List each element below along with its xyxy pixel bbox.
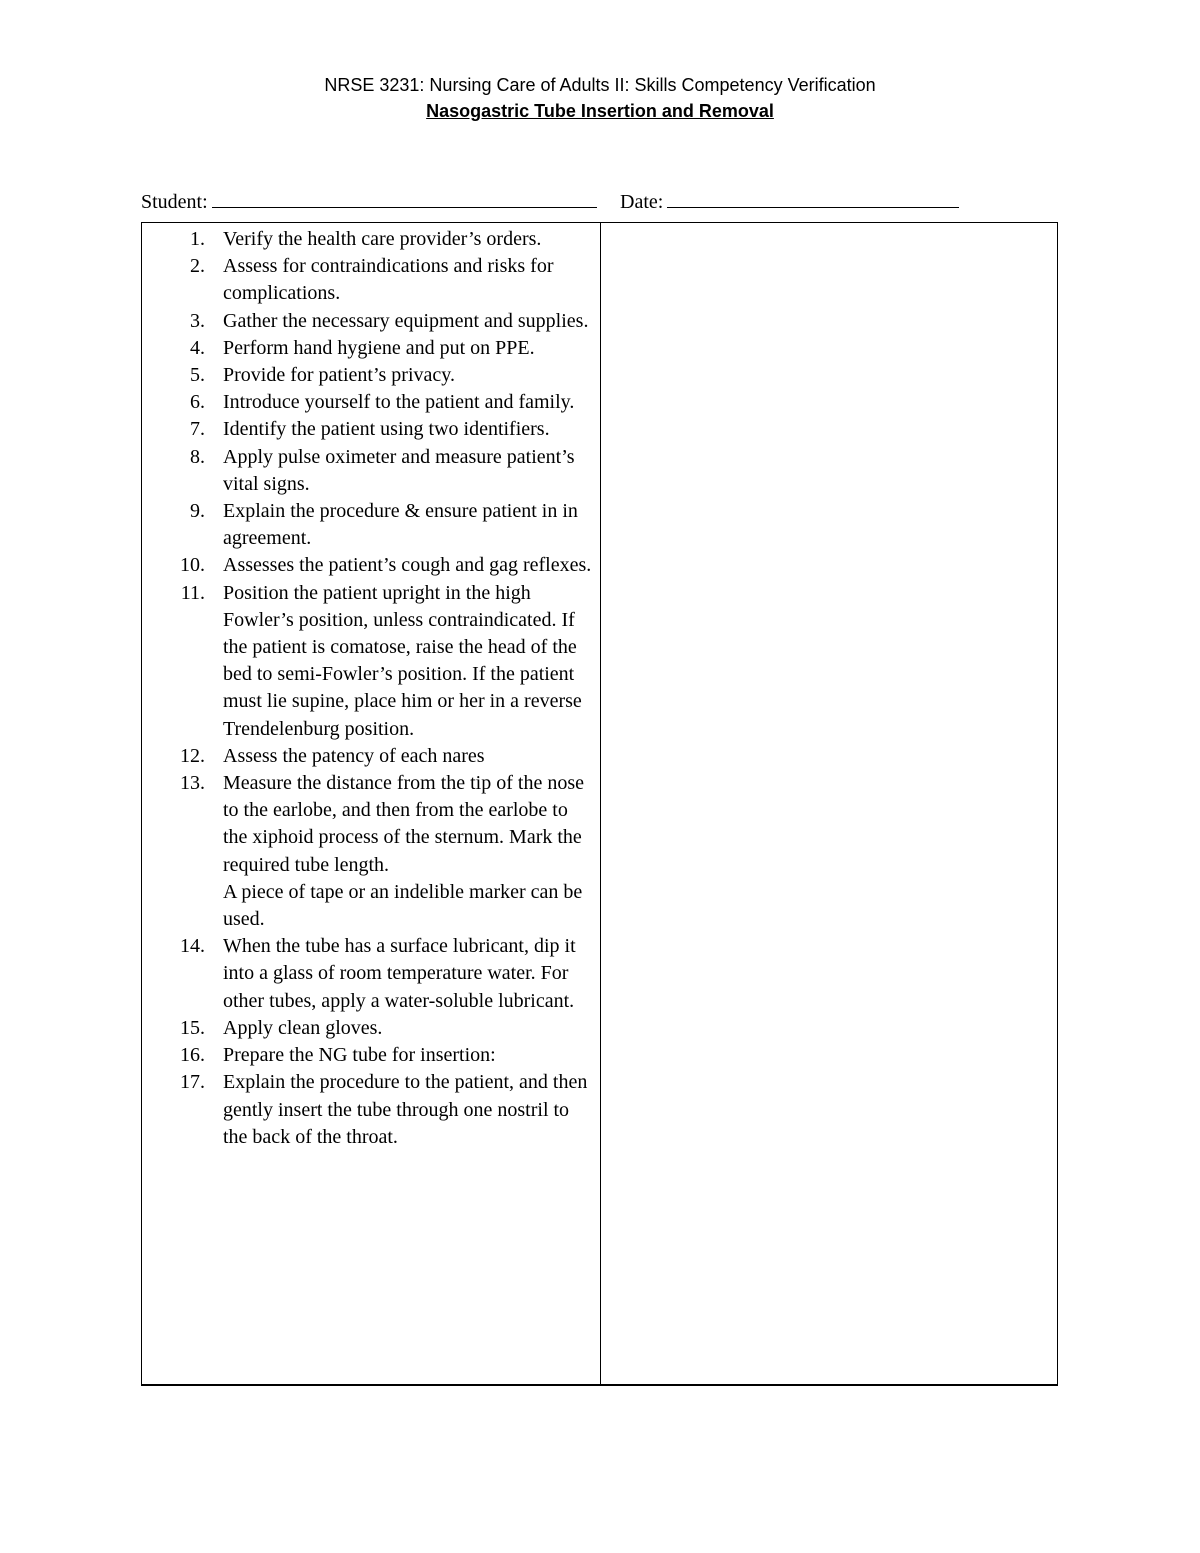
step-number: 9. bbox=[190, 500, 205, 523]
step-number: 13. bbox=[180, 772, 205, 795]
step-text: Identify the patient using two identifiers. bbox=[223, 418, 550, 441]
step-text: Prepare the NG tube for insertion: bbox=[223, 1044, 496, 1067]
step-text: Assess for contraindications and risks for complications. bbox=[223, 255, 554, 305]
step-number: 2. bbox=[190, 255, 205, 278]
step-text: Provide for patient’s privacy. bbox=[223, 364, 455, 387]
column-divider bbox=[600, 223, 601, 1384]
comments-column bbox=[602, 223, 1057, 1384]
step-item bbox=[142, 552, 600, 579]
step-item bbox=[142, 498, 600, 552]
step-item bbox=[142, 1015, 600, 1042]
step-text: Apply clean gloves. bbox=[223, 1016, 383, 1039]
step-item bbox=[142, 1042, 600, 1069]
step-text: When the tube has a surface lubricant, dip it into a glass of room temperature water. For other tubes, apply a water-soluble lubricant. bbox=[223, 935, 576, 1012]
student-field bbox=[141, 185, 597, 214]
step-item bbox=[142, 335, 600, 362]
step-number: 15. bbox=[180, 1016, 205, 1039]
step-text: Introduce yourself to the patient and family. bbox=[223, 391, 575, 414]
step-number: 8. bbox=[190, 445, 205, 468]
step-text: Gather the necessary equipment and supplies. bbox=[223, 309, 589, 332]
step-text: Apply pulse oximeter and measure patient’s vital signs. bbox=[223, 445, 575, 495]
steps-list bbox=[142, 226, 600, 1151]
step-item bbox=[142, 416, 600, 443]
step-text: Position the patient upright in the high Fowler’s position, unless contraindicated. If the patient is comatose, raise the head of the bed to semi-Fowler’s position. If the patient must lie supine, place him or her in a reverse Trendelenburg position. bbox=[223, 581, 582, 740]
step-number: 5. bbox=[190, 364, 205, 387]
step-number: 4. bbox=[190, 336, 205, 359]
step-item bbox=[142, 253, 600, 307]
step-text: Assess the patency of each nares bbox=[223, 744, 485, 767]
date-field bbox=[620, 185, 959, 214]
step-item bbox=[142, 743, 600, 770]
step-number: 10. bbox=[180, 554, 205, 577]
step-text: Explain the procedure to the patient, and then gently insert the tube through one nostril to the back of the throat. bbox=[223, 1071, 588, 1148]
step-item bbox=[142, 770, 600, 933]
step-number: 1. bbox=[190, 228, 205, 250]
student-label: Student: bbox=[141, 191, 208, 213]
step-text: Measure the distance from the tip of the nose to the earlobe, and then from the earlobe to the xiphoid process of the sternum. Mark the required tube length. bbox=[223, 772, 584, 876]
step-text: Assesses the patient’s cough and gag reflexes. bbox=[223, 554, 592, 577]
step-number: 6. bbox=[190, 391, 205, 414]
step-number: 16. bbox=[180, 1044, 205, 1067]
step-item bbox=[142, 308, 600, 335]
step-item bbox=[142, 362, 600, 389]
step-item bbox=[142, 226, 600, 253]
course-title: NRSE 3231: Nursing Care of Adults II: Skills Competency Verification bbox=[324, 75, 876, 95]
step-note: A piece of tape or an indelible marker can be used. bbox=[223, 880, 583, 931]
step-item bbox=[142, 1069, 600, 1151]
step-number: 7. bbox=[190, 418, 205, 441]
step-item bbox=[142, 933, 600, 1015]
step-text: Explain the procedure & ensure patient in in agreement. bbox=[223, 500, 578, 550]
checklist-table bbox=[141, 222, 1058, 1386]
step-text: Perform hand hygiene and put on PPE. bbox=[223, 336, 535, 359]
step-item bbox=[142, 444, 600, 498]
date-label: Date: bbox=[620, 191, 664, 213]
step-number: 11. bbox=[180, 581, 205, 604]
step-number: 3. bbox=[190, 309, 205, 332]
document-title: Nasogastric Tube Insertion and Removal bbox=[426, 101, 774, 121]
step-number: 14. bbox=[180, 935, 205, 958]
step-number: 17. bbox=[180, 1071, 205, 1094]
step-item bbox=[142, 389, 600, 416]
student-blank-line[interactable] bbox=[212, 185, 597, 208]
step-number: 12. bbox=[180, 744, 205, 767]
date-blank-line[interactable] bbox=[667, 185, 959, 208]
step-item bbox=[142, 580, 600, 743]
step-text: Verify the health care provider’s orders. bbox=[223, 228, 542, 250]
